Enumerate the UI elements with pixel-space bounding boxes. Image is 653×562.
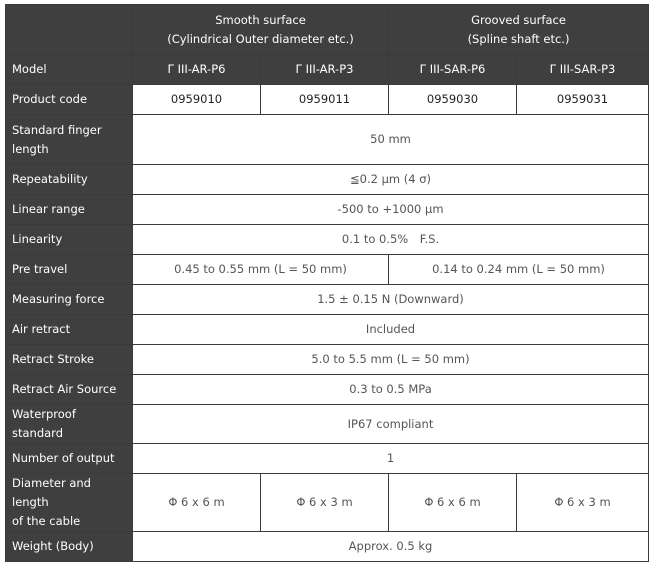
air-retract-value: Included — [133, 315, 649, 345]
cable-cell: Φ 6 x 3 m — [517, 474, 649, 532]
retract-stroke-label: Retract Stroke — [6, 345, 133, 375]
model-cell: Γ III-SAR-P6 — [389, 55, 517, 85]
pre-travel-label: Pre travel — [6, 255, 133, 285]
measuring-force-value: 1.5 ± 0.15 N (Downward) — [133, 285, 649, 315]
repeatability-row — [6, 165, 649, 195]
product-code-cell: 0959011 — [261, 85, 389, 115]
retract-air-source-value: 0.3 to 0.5 MPa — [133, 375, 649, 405]
cable-cell: Φ 6 x 6 m — [389, 474, 517, 532]
linearity-row — [6, 225, 649, 255]
weight-value: Approx. 0.5 kg — [133, 532, 649, 562]
retract-air-source-label: Retract Air Source — [6, 375, 133, 405]
cable-label-line2: of the cable — [12, 514, 81, 528]
outputs-value: 1 — [133, 444, 649, 474]
pre-travel-row — [6, 255, 649, 285]
cable-cell: Φ 6 x 6 m — [133, 474, 261, 532]
finger-length-label-line2: length — [12, 141, 49, 156]
air-retract-row — [6, 315, 649, 345]
smooth-surface-title: Smooth surface — [215, 12, 306, 27]
product-code-cell: 0959030 — [389, 85, 517, 115]
model-cell: Γ III-AR-P3 — [261, 55, 389, 85]
air-retract-label: Air retract — [6, 315, 133, 345]
waterproof-row — [6, 405, 649, 444]
waterproof-label: Waterproof standard — [6, 405, 133, 444]
model-cell: Γ III-AR-P6 — [133, 55, 261, 85]
outputs-label: Number of output — [6, 444, 133, 474]
pre-travel-grooved-value: 0.14 to 0.24 mm (L = 50 mm) — [389, 255, 649, 285]
repeatability-label: Repeatability — [6, 165, 133, 195]
product-code-cell: 0959031 — [517, 85, 649, 115]
model-row — [6, 55, 649, 85]
finger-length-value: 50 mm — [133, 115, 649, 165]
linearity-value: 0.1 to 0.5% F.S. — [133, 225, 649, 255]
repeatability-value: ≦0.2 μm (4 σ) — [133, 165, 649, 195]
cable-label-line1: Diameter and length — [12, 476, 91, 509]
header-row — [6, 5, 649, 55]
pre-travel-smooth-value: 0.45 to 0.55 mm (L = 50 mm) — [133, 255, 389, 285]
model-cell: Γ III-SAR-P3 — [517, 55, 649, 85]
cable-label — [6, 474, 133, 532]
grooved-surface-title: Grooved surface — [471, 12, 566, 27]
finger-length-label-line1: Standard finger — [12, 122, 102, 137]
product-code-cell: 0959010 — [133, 85, 261, 115]
cable-cell: Φ 6 x 3 m — [261, 474, 389, 532]
retract-stroke-value: 5.0 to 5.5 mm (L = 50 mm) — [133, 345, 649, 375]
linear-range-row — [6, 195, 649, 225]
retract-stroke-row — [6, 345, 649, 375]
linear-range-value: -500 to +1000 μm — [133, 195, 649, 225]
finger-length-row — [6, 115, 649, 165]
smooth-surface-header — [133, 5, 389, 55]
weight-label: Weight (Body) — [6, 532, 133, 562]
finger-length-label — [6, 115, 133, 165]
model-label: Model — [6, 55, 133, 85]
spec-table — [5, 4, 649, 562]
linearity-label: Linearity — [6, 225, 133, 255]
retract-air-source-row — [6, 375, 649, 405]
outputs-row — [6, 444, 649, 474]
measuring-force-row — [6, 285, 649, 315]
cable-row — [6, 474, 649, 532]
grooved-surface-subtitle: (Spline shaft etc.) — [467, 31, 570, 46]
product-code-row — [6, 85, 649, 115]
grooved-surface-header — [389, 5, 649, 55]
corner-cell — [6, 5, 133, 55]
smooth-surface-subtitle: (Cylindrical Outer diameter etc.) — [167, 31, 354, 46]
waterproof-value: IP67 compliant — [133, 405, 649, 444]
measuring-force-label: Measuring force — [6, 285, 133, 315]
linear-range-label: Linear range — [6, 195, 133, 225]
product-code-label: Product code — [6, 85, 133, 115]
weight-row — [6, 532, 649, 562]
